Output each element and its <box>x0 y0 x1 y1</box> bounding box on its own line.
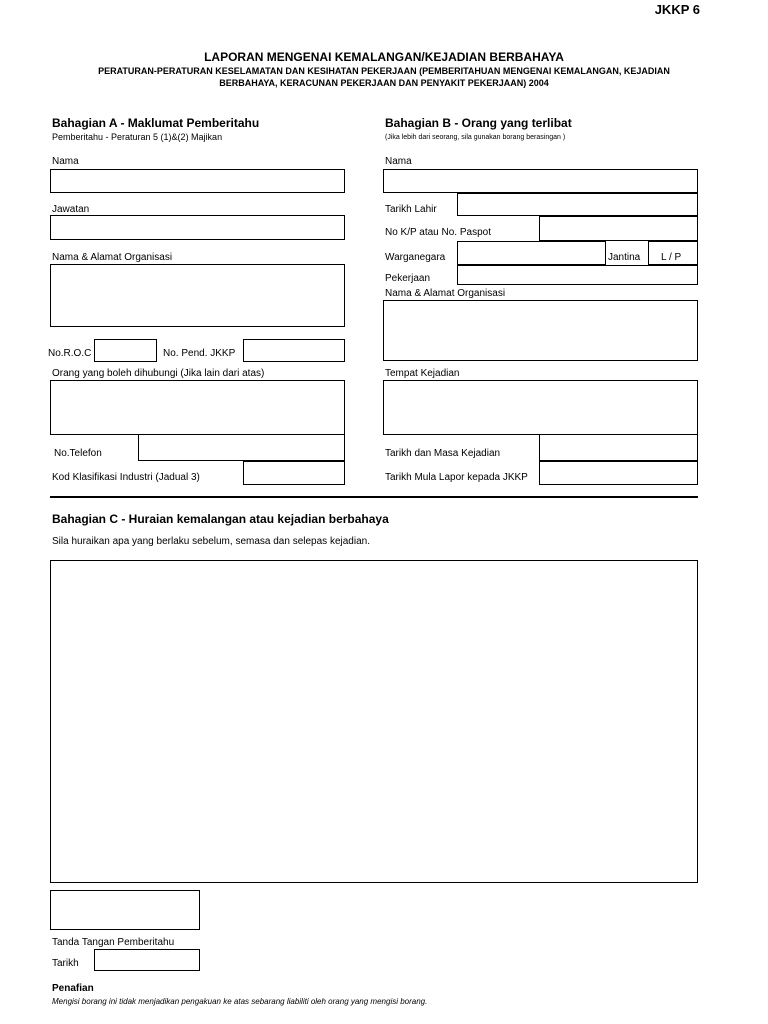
b-pekerjaan-label: Pekerjaan <box>385 273 431 284</box>
a-contact-label: Orang yang boleh dihubungi (Jika lain dari atas) <box>52 368 265 379</box>
b-nama-field[interactable] <box>383 169 698 193</box>
section-a-heading: Bahagian A - Maklumat Pemberitahu <box>52 116 260 130</box>
b-org-field[interactable] <box>383 300 698 361</box>
form-title: LAPORAN MENGENAI KEMALANGAN/KEJADIAN BERBAHAYA <box>204 50 564 64</box>
disclaimer-heading: Penafian <box>52 983 94 994</box>
signature-field[interactable] <box>50 890 200 930</box>
a-jkkp-label: No. Pend. JKKP <box>163 348 236 359</box>
a-telefon-label: No.Telefon <box>54 448 102 459</box>
a-roc-label: No.R.O.C <box>48 348 92 359</box>
b-org-label: Nama & Alamat Organisasi <box>385 288 506 299</box>
b-warganegara-label: Warganegara <box>385 252 446 263</box>
b-tempat-field[interactable] <box>383 380 698 435</box>
b-nokp-field[interactable] <box>539 216 698 241</box>
a-contact-field[interactable] <box>50 380 345 435</box>
b-jantina-options: L / P <box>661 252 682 263</box>
b-pekerjaan-field[interactable] <box>457 265 698 285</box>
b-tarikh-lapor-field[interactable] <box>539 461 698 485</box>
section-a-note: Pemberitahu - Peraturan 5 (1)&(2) Majikan <box>52 132 223 142</box>
b-tarikh-masa-label: Tarikh dan Masa Kejadian <box>385 448 501 459</box>
b-tempat-label: Tempat Kejadian <box>385 368 460 379</box>
b-tarikh-lapor-label: Tarikh Mula Lapor kepada JKKP <box>385 472 528 483</box>
disclaimer-text: Mengisi borang ini tidak menjadikan pengakuan ke atas sebarang liabiliti oleh orang yang mengisi borang. <box>52 997 428 1006</box>
a-roc-field[interactable] <box>94 339 157 362</box>
b-nokp-label: No K/P atau No. Paspot <box>385 227 491 238</box>
a-nama-label: Nama <box>52 156 79 167</box>
a-telefon-field[interactable] <box>138 434 345 461</box>
section-divider <box>50 496 698 498</box>
a-org-label: Nama & Alamat Organisasi <box>52 252 173 263</box>
a-jawatan-label: Jawatan <box>52 204 90 215</box>
a-kod-label: Kod Klasifikasi Industri (Jadual 3) <box>52 472 200 483</box>
a-kod-field[interactable] <box>243 461 345 485</box>
form-subtitle-line1: PERATURAN-PERATURAN KESELAMATAN DAN KESIHATAN PEKERJAAN (PEMBERITAHUAN MENGENAI KEMALANGAN, KEJADIAN <box>98 66 670 76</box>
form-subtitle-line2: BERBAHAYA, KERACUNAN PEKERJAAN DAN PENYAKIT PEKERJAAN) 2004 <box>219 78 549 88</box>
a-nama-field[interactable] <box>50 169 345 193</box>
signature-label: Tanda Tangan Pemberitahu <box>52 937 175 948</box>
b-jantina-label: Jantina <box>608 252 641 263</box>
description-field[interactable] <box>50 560 698 883</box>
b-tarikh-lahir-label: Tarikh Lahir <box>385 204 437 215</box>
b-tarikh-lahir-field[interactable] <box>457 193 698 216</box>
a-jkkp-field[interactable] <box>243 339 345 362</box>
section-c-instruction: Sila huraikan apa yang berlaku sebelum, semasa dan selepas kejadian. <box>52 536 370 547</box>
b-tarikh-masa-field[interactable] <box>539 434 698 461</box>
section-c-heading: Bahagian C - Huraian kemalangan atau kejadian berbahaya <box>52 512 389 526</box>
a-jawatan-field[interactable] <box>50 215 345 240</box>
section-b-heading: Bahagian B - Orang yang terlibat <box>385 116 572 130</box>
date-label: Tarikh <box>52 958 79 969</box>
b-nama-label: Nama <box>385 156 412 167</box>
form-code: JKKP 6 <box>654 2 700 17</box>
b-warganegara-field[interactable] <box>457 241 606 265</box>
a-org-field[interactable] <box>50 264 345 327</box>
section-b-note: (Jika lebih dari seorang, sila gunakan borang berasingan ) <box>385 134 566 141</box>
date-field[interactable] <box>94 949 200 971</box>
